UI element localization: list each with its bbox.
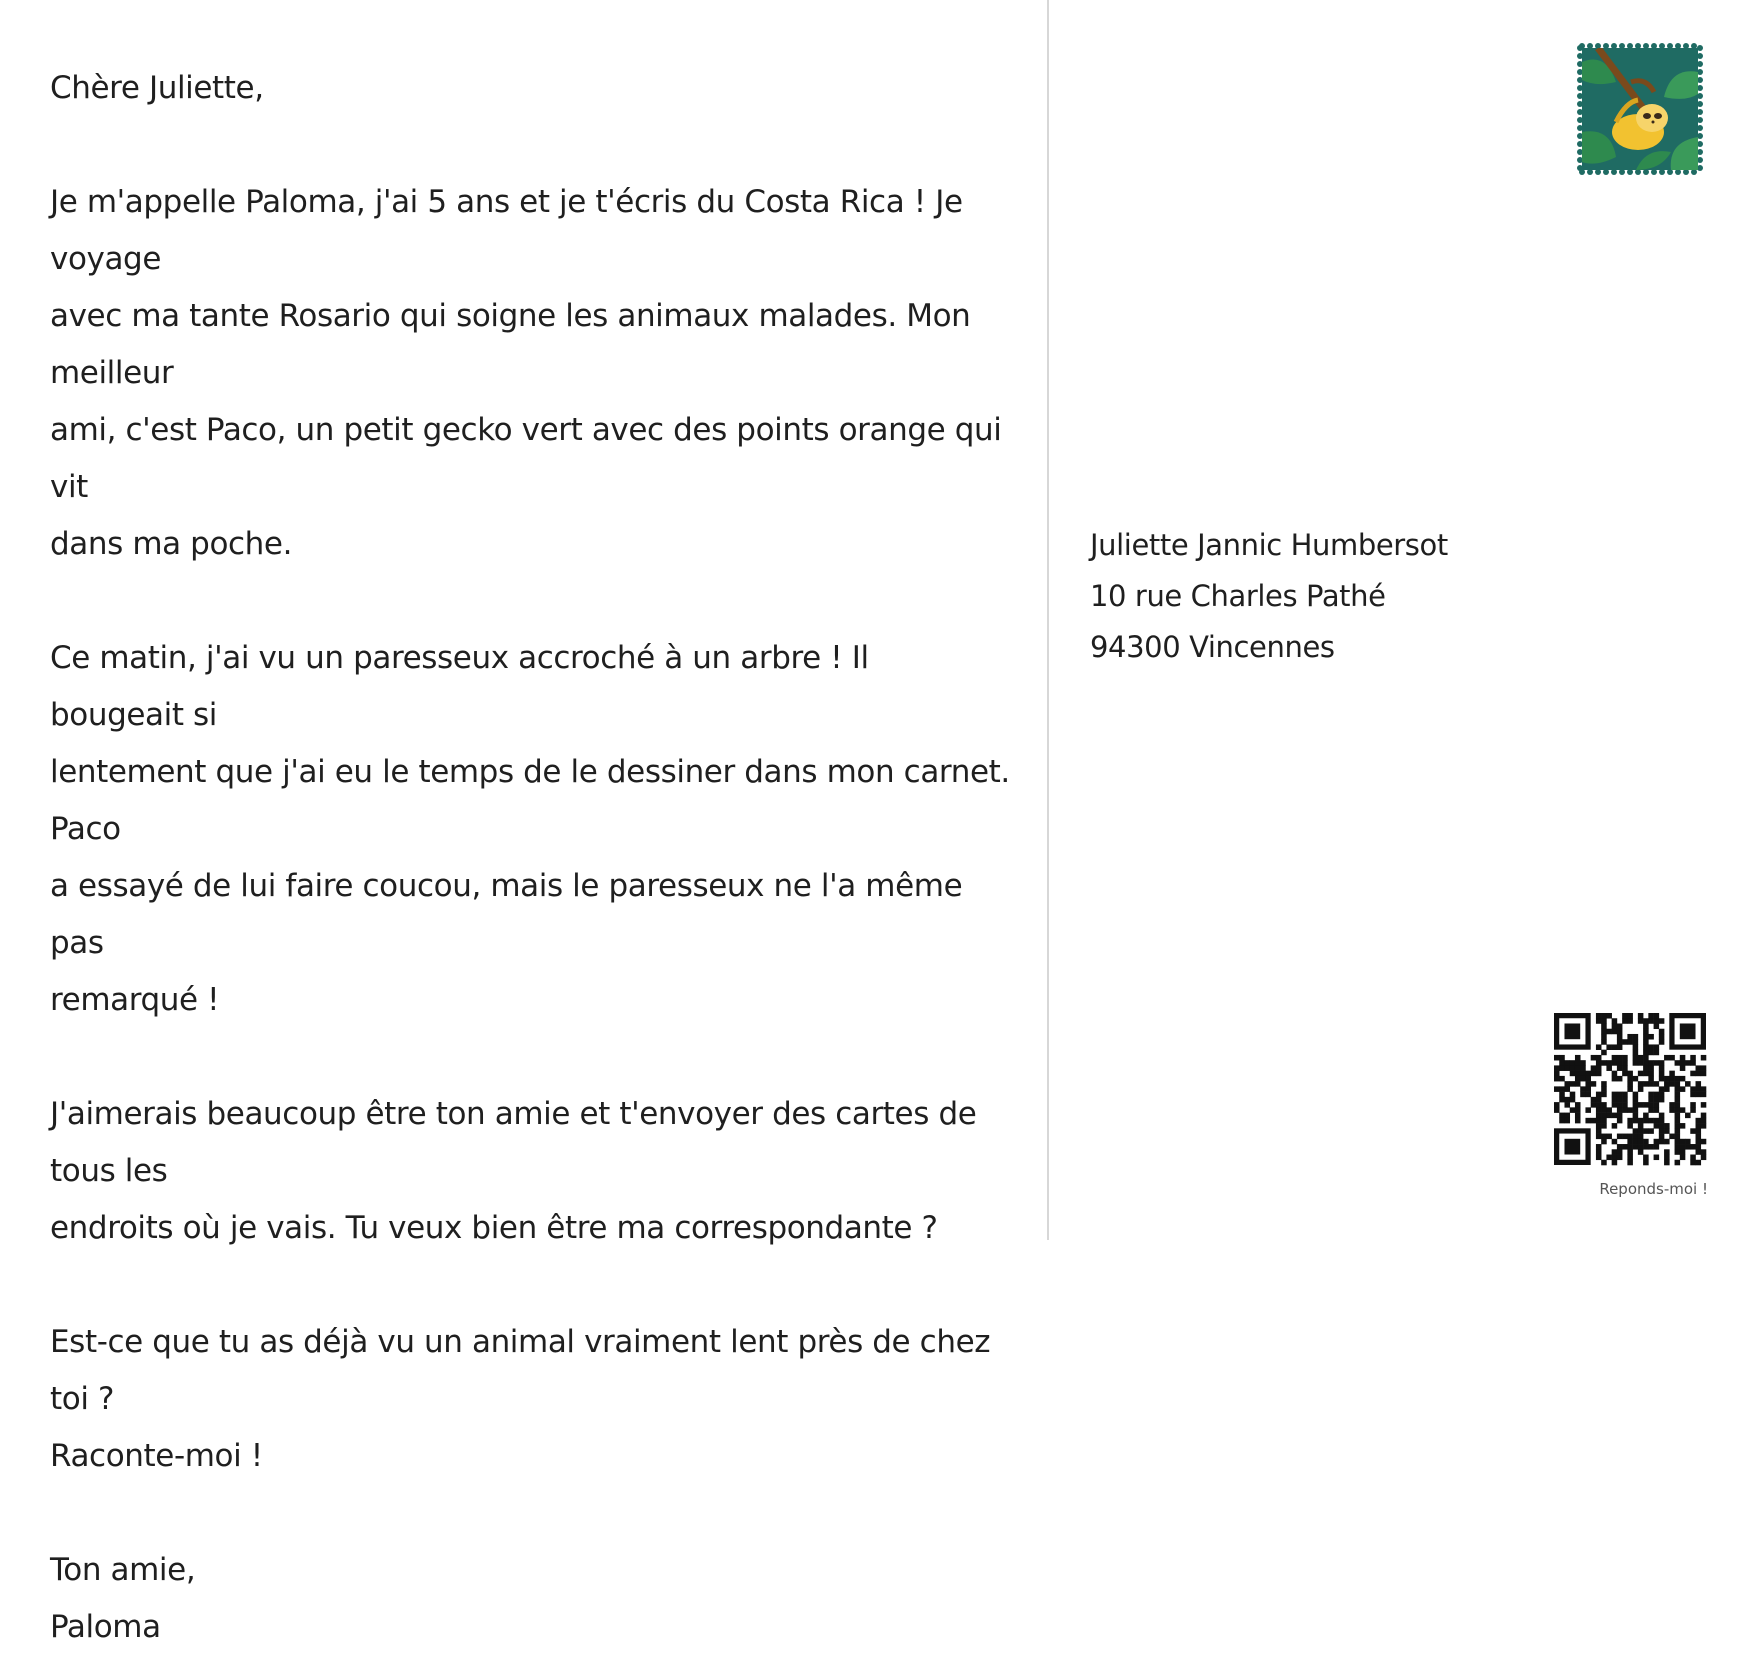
- sloth-stamp-icon: [1576, 42, 1704, 176]
- closing: Ton amie,: [50, 1552, 196, 1588]
- greeting: Chère Juliette,: [50, 70, 264, 106]
- text-line: endroits où je vais. Tu veux bien être ma correspondante ?: [50, 1210, 938, 1246]
- paragraph-sloth: [50, 630, 1010, 1029]
- recipient-street: 10 rue Charles Pathé: [1090, 579, 1386, 613]
- text-line: J'aimerais beaucoup être ton amie et t'envoyer des cartes de tous les: [50, 1096, 977, 1189]
- text-line: a essayé de lui faire coucou, mais le paresseux ne l'a même pas: [50, 868, 963, 961]
- recipient-name: Juliette Jannic Humbersot: [1090, 528, 1448, 562]
- text-line: Raconte-moi !: [50, 1438, 263, 1474]
- paragraph-friendship: [50, 1086, 1010, 1257]
- message-body: [50, 60, 1010, 1656]
- paragraph-intro: [50, 174, 1010, 573]
- text-line: Je m'appelle Paloma, j'ai 5 ans et je t'écris du Costa Rica ! Je voyage: [50, 184, 963, 277]
- text-line: Ce matin, j'ai vu un paresseux accroché à un arbre ! Il bougeait si: [50, 640, 869, 733]
- paragraph-question: [50, 1314, 1010, 1485]
- recipient-city: 94300 Vincennes: [1090, 630, 1335, 664]
- text-line: dans ma poche.: [50, 526, 293, 562]
- text-line: avec ma tante Rosario qui soigne les animaux malades. Mon meilleur: [50, 298, 971, 391]
- text-line: ami, c'est Paco, un petit gecko vert avec des points orange qui vit: [50, 412, 1002, 505]
- qr-label: Reponds-moi !: [1599, 1180, 1708, 1198]
- text-line: lentement que j'ai eu le temps de le dessiner dans mon carnet. Paco: [50, 754, 1010, 847]
- signature: Paloma: [50, 1609, 161, 1645]
- recipient-address: [1090, 520, 1448, 673]
- qr-code-icon[interactable]: [1554, 1013, 1706, 1165]
- card-divider: [1047, 0, 1049, 1240]
- text-line: remarqué !: [50, 982, 220, 1018]
- text-line: Est-ce que tu as déjà vu un animal vraiment lent près de chez toi ?: [50, 1324, 991, 1417]
